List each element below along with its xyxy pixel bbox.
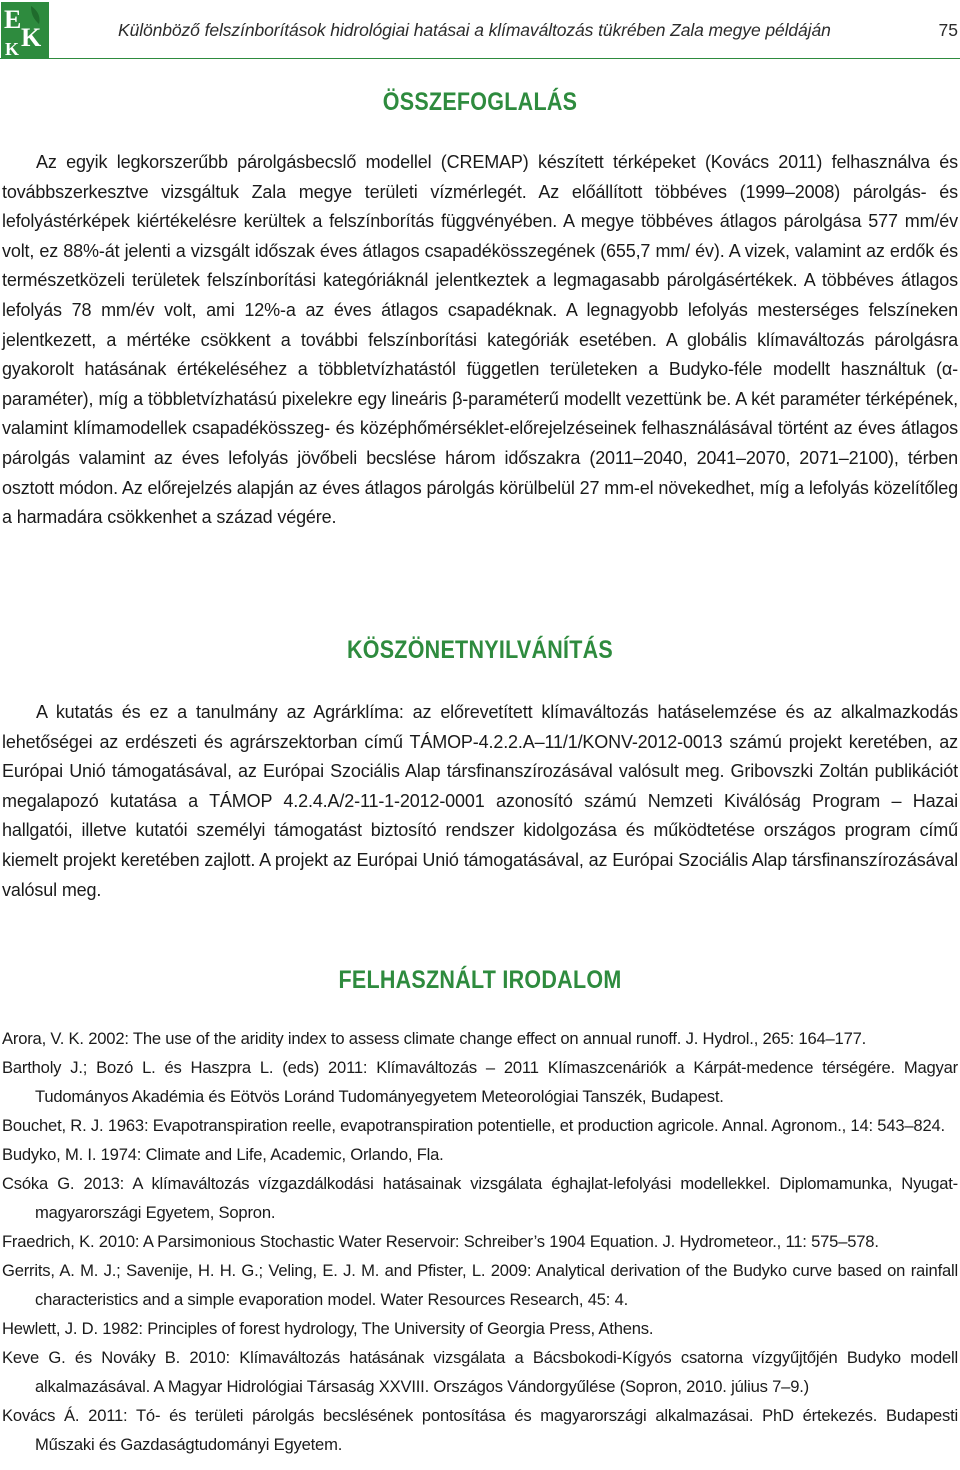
svg-text:E: E [4,5,22,34]
reference-item: Kovács Á. 2011: Tó- és területi párolgás becslésének pontosítása és magyarországi alkalmazásai. PhD értekezés. Budapesti Műszaki és Gazdaságtudományi Egyetem. [2,1406,958,1454]
summary-paragraph: Az egyik legkorszerűbb párolgásbecslő modellel (CREMAP) készített térképeket (Kovács 2011) felhasználva és továbbszerkesztve vizsgáltuk Zala megye területi vízmérlegét. Az előállított többéves (1999–2008) párolgás- és lefolyástérképek kiértékelésre kerültek a felszínborítás függvényében. A megye többéves átlagos párolgása 577 mm/év volt, ez 88%-át jelenti a vizsgált időszak éves átlagos csapadékösszegének (655,7 mm/ év). A vizek, valamint az erdők és természetközeli területek felszínborítási kategóriáknál jelentkeztek a legmagasabb párolgásértékek. A többéves átlagos lefolyás 78 mm/év volt, ami 12%-a az éves átlagos csapadéknak. A legnagyobb lefolyás mesterséges felszíneken jelentkezett, a mértéke csökkent a további felszínborítási kategóriák esetében. A globális klímaváltozás párolgásra gyakorolt hatásának értékeléséhez a többletvízhatástól független területeken a Budyko-féle modellt használtuk (α-paraméter), míg a többletvízhatású pixelekre egy lineáris β-paraméterű modellt vezettünk be. A két paraméter térképének, valamint klímamodellek csapadékösszeg- és középhőmérséklet-előrejelzéseinek felhasználásával történt az éves átlagos párolgás valamint az éves lefolyás jövőbeli becslése három időszakra (2011–2040, 2041–2070, 2071–2100), térben osztott módon. Az előrejelzés alapján az éves átlagos párolgás körülbelül 27 mm-el növekedhet, míg a lefolyás közelítőleg a harmadára csökkenhet a század végére. [2,152,958,528]
acknowledgement-heading: KÖSZÖNETNYILVÁNÍTÁS [346,636,614,664]
reference-item: Fraedrich, K. 2010: A Parsimonious Stochastic Water Reservoir: Schreiber’s 1904 Equation. J. Hydrometeor., 11: 575–578. [2,1232,879,1251]
header-divider [0,58,960,59]
reference-item: Bartholy J.; Bozó L. és Haszpra L. (eds) 2011: Klímaváltozás – 2011 Klímaszcenáriók a Kárpát-medence térségére. Magyar Tudományos Akadémia és Eötvös Loránd Tudományegyetem Meteorológiai Tanszék, Budapest. [2,1058,958,1106]
reference-item: Csóka G. 2013: A klímaváltozás vízgazdálkodási hatásainak vizsgálata éghajlat-lefolyási modellekkel. Diplomamunka, Nyugat-magyarországi Egyetem, Sopron. [2,1174,958,1222]
references-heading: FELHASZNÁLT IRODALOM [338,966,622,994]
svg-text:K: K [5,39,20,58]
journal-logo [1,2,49,58]
reference-item: Budyko, M. I. 1974: Climate and Life, Academic, Orlando, Fla. [2,1145,444,1164]
reference-item: Arora, V. K. 2002: The use of the aridity index to assess climate change effect on annual runoff. J. Hydrol., 265: 164–177. [2,1029,867,1048]
page-header [0,0,960,62]
summary-heading: ÖSSZEFOGLALÁS [382,88,578,116]
reference-list [2,1024,958,1459]
logo-letters-icon [1,2,49,58]
reference-item: Keve G. és Nováky B. 2010: Klímaváltozás hatásának vizsgálata a Bácsbokodi-Kígyós csatorna vízgyűjtőjén Budyko modell alkalmazásával. A Magyar Hidrológiai Társaság XXVIII. Országos Vándorgyűlése (Sopron, 2010. július 7–9.) [2,1348,958,1396]
page-number: 75 [938,20,958,40]
reference-item: Gerrits, A. M. J.; Savenije, H. H. G.; Veling, E. J. M. and Pfister, L. 2009: Analytical derivation of the Budyko curve based on rainfall characteristics and a simple evaporation model. Water Resources Research, 45: 4. [2,1261,958,1309]
running-title: Különböző felszínborítások hidrológiai hatásai a klímaváltozás tükrében Zala megye példáján [118,20,831,40]
acknowledgement-paragraph: A kutatás és ez a tanulmány az Agrárklíma: az előrevetített klímaváltozás hatáselemzése és az alkalmazkodás lehetőségei az erdészeti és agrárszektorban című TÁMOP-4.2.2.A–11/1/KONV-2012-0013 számú projekt keretében, az Európai Unió támogatásával, az Európai Szociális Alap társfinanszírozásával valósult meg. Gribovszki Zoltán publikációt megalapozó kutatása a TÁMOP 4.2.4.A/2-11-1-2012-0001 azonosító számú Nemzeti Kiválóság Program – Hazai hallgatói, illetve kutatói személyi támogatást biztosító rendszer kidolgozása és működtetése országos program című kiemelt projekt keretében zajlott. A projekt az Európai Unió támogatásával, az Európai Szociális Alap társfinanszírozásával valósul meg. [2,702,958,900]
svg-text:K: K [21,23,42,52]
reference-item: Hewlett, J. D. 1982: Principles of forest hydrology, The University of Georgia Press, Athens. [2,1319,654,1338]
reference-item: Bouchet, R. J. 1963: Evapotranspiration reelle, evapotranspiration potentielle, et production agricole. Annal. Agronom., 14: 543–824. [2,1116,945,1135]
